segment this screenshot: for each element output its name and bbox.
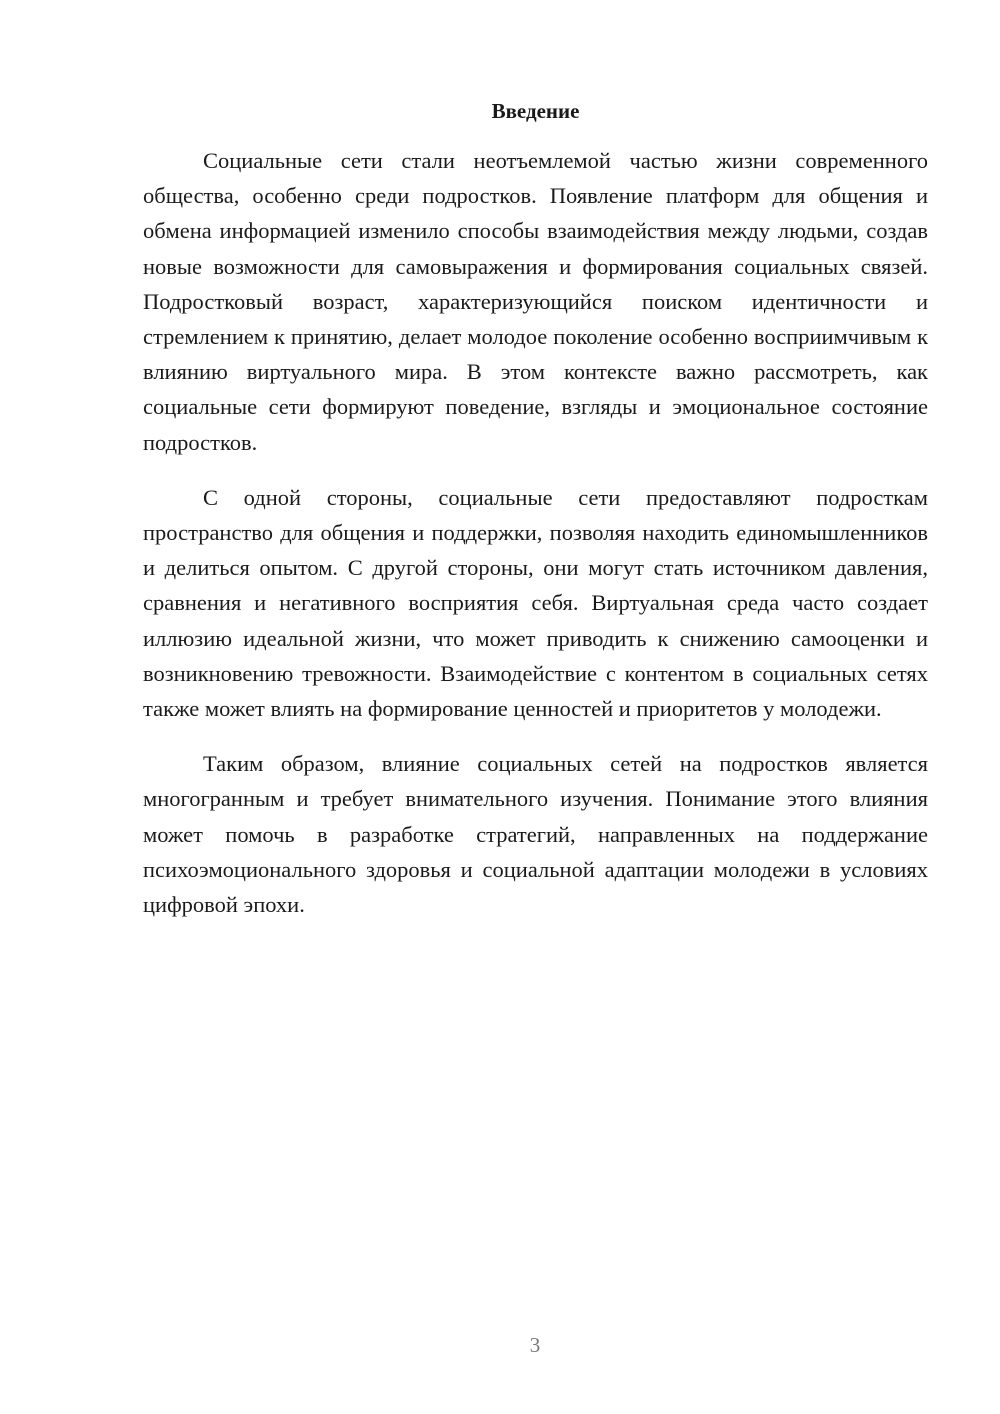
document-body — [143, 96, 928, 922]
paragraph-3: Таким образом, влияние социальных сетей на подростков является многогранным и требует внимательного изучения. Понимание этого влияния может помочь в разработке стратегий, направленных на поддержание психоэмоционального здоровья и социальной адаптации молодежи в условиях цифровой эпохи. — [143, 751, 928, 918]
paragraph-1: Социальные сети стали неотъемлемой частью жизни современного общества, особенно среди подростков. Появление платформ для общения и обмена информацией изменило способы взаимодействия между людьми, создав новые возможности для самовыражения и формирования социальных связей. Подростковый возраст, характеризующийся поиском идентичности и стремлением к принятию, делает молодое поколение особенно восприимчивым к влиянию виртуального мира. В этом контексте важно рассмотреть, как социальные сети формируют поведение, взгляды и эмоциональное состояние подростков. — [143, 148, 928, 455]
page-number: 3 — [529, 1333, 541, 1357]
section-title: Введение — [491, 99, 580, 123]
paragraph-2: С одной стороны, социальные сети предоставляют подросткам пространство для общения и поддержки, позволяя находить единомышленников и делиться опытом. С другой стороны, они могут стать источником давления, сравнения и негативного восприятия себя. Виртуальная среда часто создает иллюзию идеальной жизни, что может приводить к снижению самооценки и возникновению тревожности. Взаимодействие с контентом в социальных сетях также может влиять на формирование ценностей и приоритетов у молодежи. — [143, 484, 928, 722]
